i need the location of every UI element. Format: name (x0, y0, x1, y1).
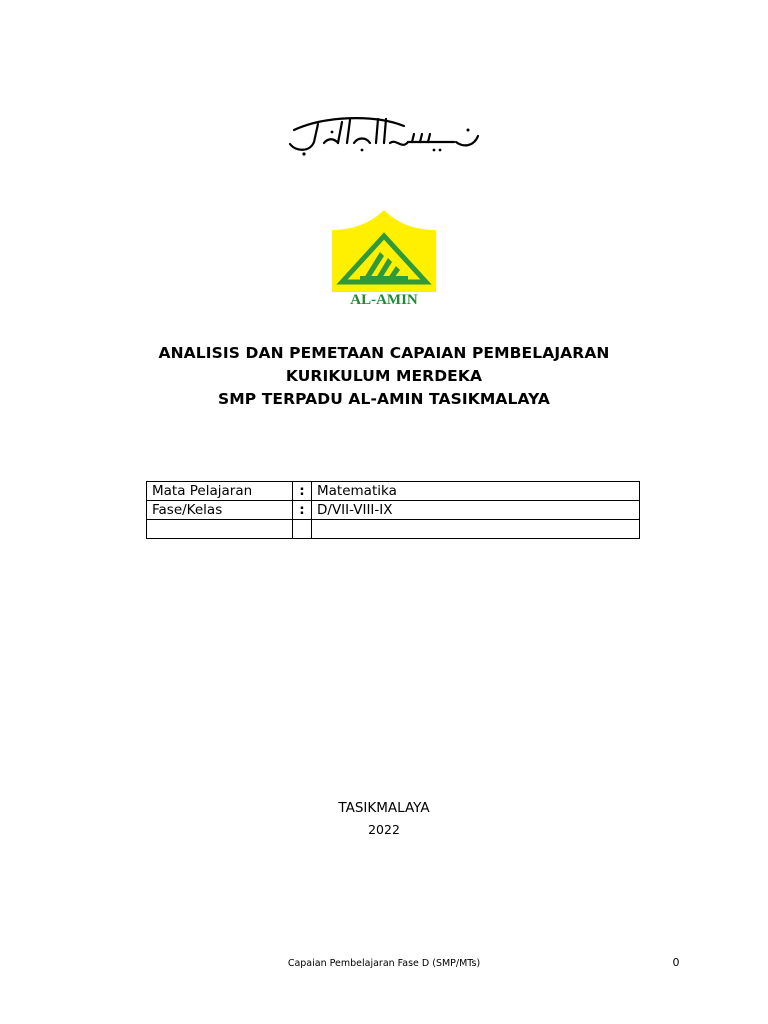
table-row (147, 520, 640, 539)
year: 2022 (368, 822, 400, 837)
document-title (0, 342, 768, 411)
phase-class-label: Fase/Kelas (147, 501, 293, 520)
info-table (146, 481, 640, 539)
colon-separator: : (293, 482, 312, 501)
city-name: TASIKMALAYA (338, 800, 430, 816)
title-line-1: ANALISIS DAN PEMETAAN CAPAIAN PEMBELAJARAN (158, 344, 610, 362)
empty-colon-cell (293, 520, 312, 539)
phase-class-value: D/VII-VIII-IX (312, 501, 640, 520)
basmalah-calligraphy-icon (284, 110, 484, 158)
table-row (147, 501, 640, 520)
al-amin-logo (330, 208, 438, 308)
colon-separator: : (293, 501, 312, 520)
title-line-3: SMP TERPADU AL-AMIN TASIKMALAYA (217, 390, 551, 408)
page-number: 0 (672, 956, 680, 969)
empty-value-cell (312, 520, 640, 539)
table-row (147, 482, 640, 501)
logo-text: AL-AMIN (350, 292, 418, 308)
subject-value: Matematika (312, 482, 640, 501)
title-line-2: KURIKULUM MERDEKA (285, 367, 483, 385)
empty-label-cell (147, 520, 293, 539)
subject-label: Mata Pelajaran (147, 482, 293, 501)
footer-text: Capaian Pembelajaran Fase D (SMP/MTs) (287, 958, 481, 969)
